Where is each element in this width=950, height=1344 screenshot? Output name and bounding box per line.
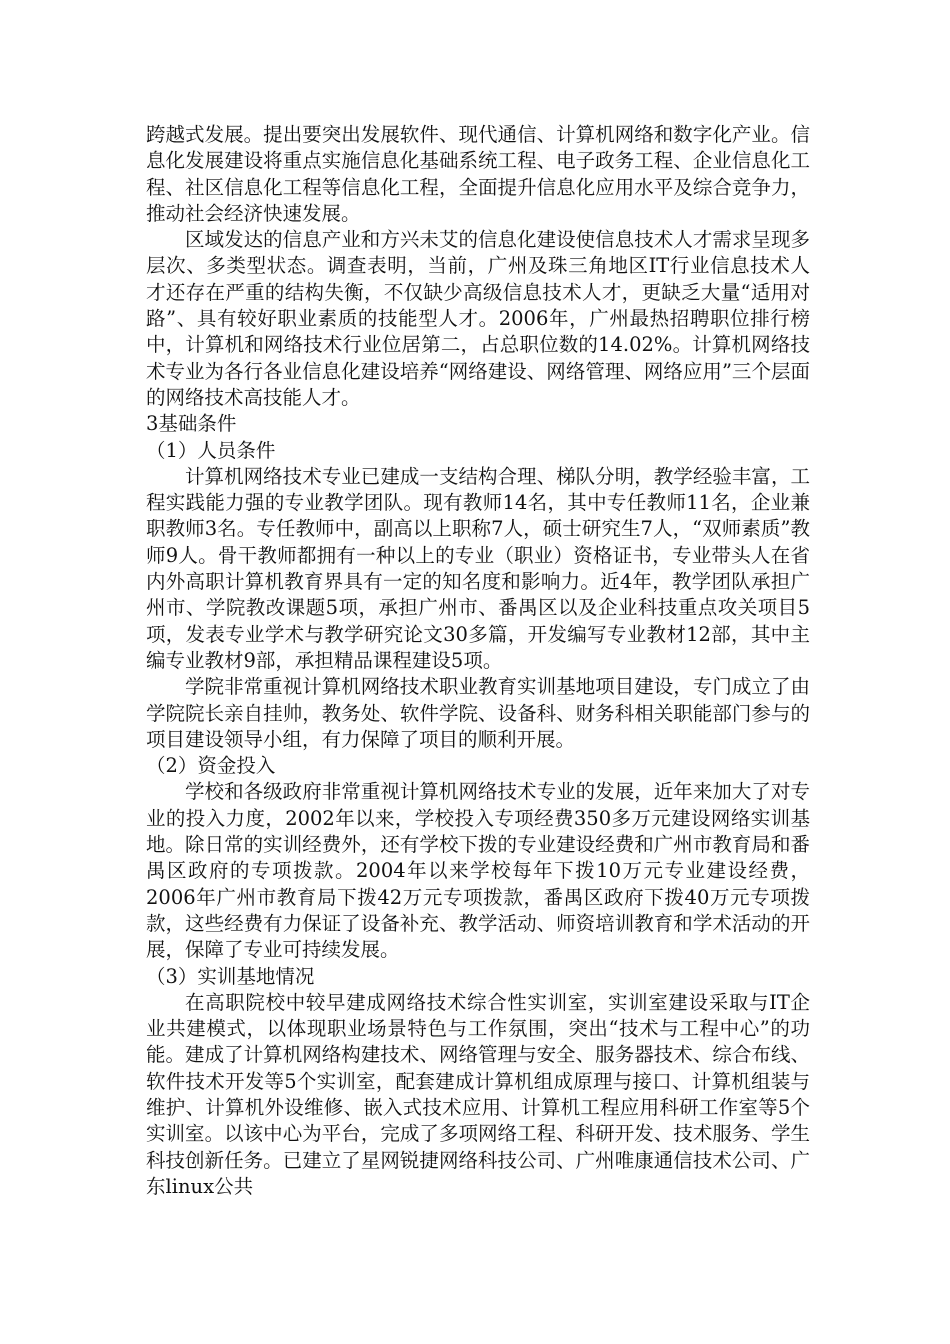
subsection-heading-personnel: （1）人员条件 <box>146 438 276 462</box>
paragraph-it-talent-demand: 区域发达的信息产业和方兴未艾的信息化建设使信息技术人才需求呈现多层次、多类型状态。调查表明，当前，广州及珠三角地区IT行业信息技术人才还存在严重的结构失衡，不仅缺少高级信息技术人才，更缺乏大量“适用对路”、具有较好职业素质的技能型人才。2006年，广州最热招聘职位排行榜中，计算机和网络技术行业位居第二，占总职位数的14.02%。计算机网络技术专业为各行各业信息化建设培养“网络建设、网络管理、网络应用”三个层面的网络技术高技能人才。 <box>146 228 810 409</box>
section-heading: 3基础条件 <box>146 412 237 436</box>
paragraph-leadership-group: 学院非常重视计算机网络技术职业教育实训基地项目建设，专门成立了由学院院长亲自挂帅，教务处、软件学院、设备科、财务科相关职能部门参与的项目建设领导小组，有力保障了项目的顺利开展。 <box>146 675 810 751</box>
paragraph-teaching-team: 计算机网络技术专业已建成一支结构合理、梯队分明，教学经验丰富，工程实践能力强的专业教学团队。现有教师14名，其中专任教师11名，企业兼职教师3名。专任教师中，副高以上职称7人，硕士研究生7人，“双师素质”教师9人。骨干教师都拥有一种以上的专业（职业）资格证书，专业带头人在省内外高职计算机教育界具有一定的知名度和影响力。近4年，教学团队承担广州市、学院教改课题5项，承担广州市、番禺区以及企业科技重点攻关项目5项，发表专业学术与教学研究论文30多篇，开发编写专业教材12部，其中主编专业教材9部，承担精品课程建设5项。 <box>146 464 810 672</box>
paragraph-continuation: 跨越式发展。提出要突出发展软件、现代通信、计算机网络和数字化产业。信息化发展建设将重点实施信息化基础系统工程、电子政务工程、企业信息化工程、社区信息化工程等信息化工程，全面提升信息化应用水平及综合竞争力，推动社会经济快速发展。 <box>146 123 810 225</box>
subsection-heading-training-base: （3）实训基地情况 <box>146 964 315 988</box>
paragraph-funding: 学校和各级政府非常重视计算机网络技术专业的发展，近年来加大了对专业的投入力度，2002年以来，学校投入专项经费350多万元建设网络实训基地。除日常的实训经费外，还有学校下拨的专业建设经费和广州市教育局和番禺区政府的专项拨款。2004年以来学校每年下拨10万元专业建设经费，2006年广州市教育局下拨42万元专项拨款，番禺区政府下拨40万元专项拨款，这些经费有力保证了设备补充、教学活动、师资培训教育和学术活动的开展，保障了专业可持续发展。 <box>146 780 810 962</box>
subsection-heading-funding: （2）资金投入 <box>146 754 276 778</box>
document-page <box>146 122 810 1200</box>
paragraph-training-base: 在高职院校中较早建成网络技术综合性实训室，实训室建设采取与IT企业共建模式，以体现职业场景特色与工作氛围，突出“技术与工程中心”的功能。建成了计算机网络构建技术、网络管理与安全、服务器技术、综合布线、软件技术开发等5个实训室，配套建成计算机组成原理与接口、计算机组装与维护、计算机外设维修、嵌入式技术应用、计算机工程应用科研工作室等5个实训室。以该中心为平台，完成了多项网络工程、科研开发、技术服务、学生科技创新任务。已建立了星网锐捷网络科技公司、广州唯康通信技术公司、广东linux公共 <box>146 990 810 1198</box>
